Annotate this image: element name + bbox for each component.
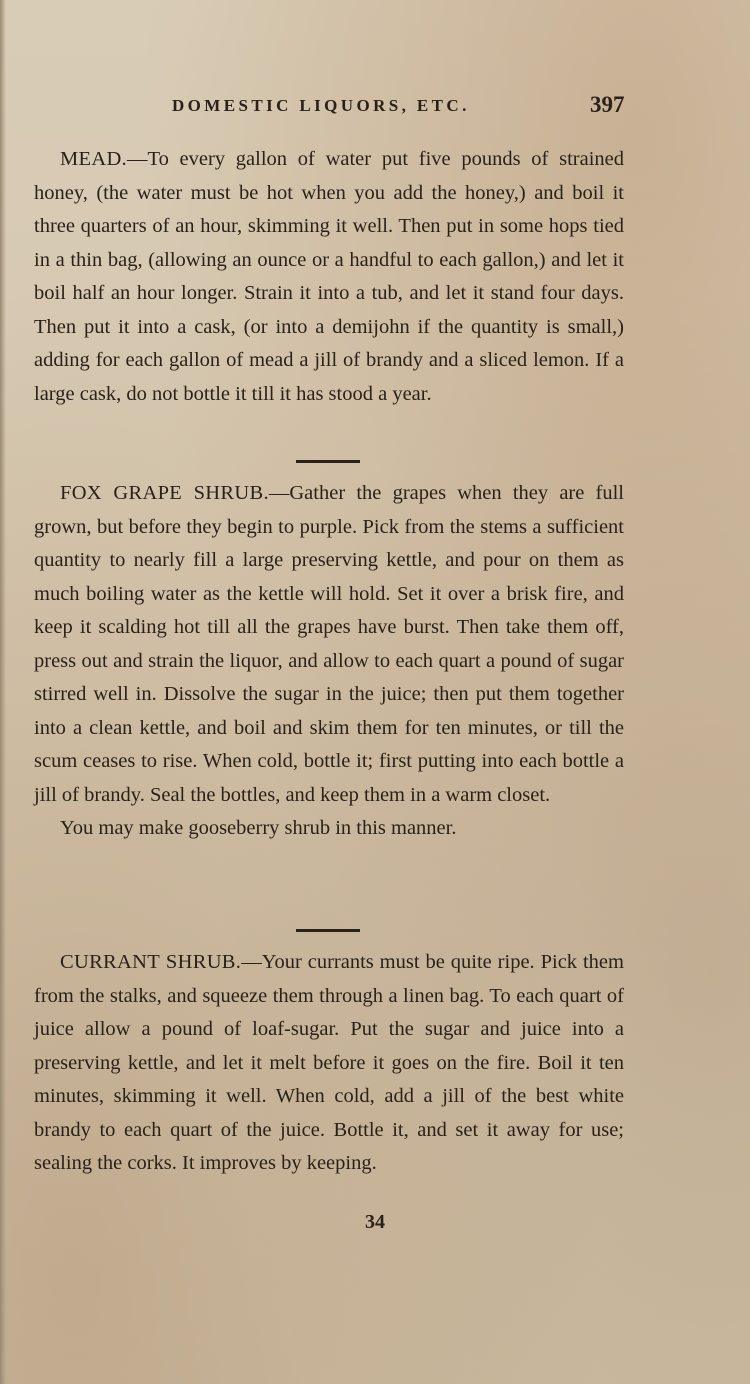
recipe-paragraph (34, 946, 624, 1181)
running-head (0, 94, 750, 124)
recipe-note: You may make gooseberry shrub in this manner. (60, 817, 457, 839)
recipe-mead (34, 143, 624, 411)
recipe-body: —Your currants must be quite ripe. Pick them from the stalks, and squeeze them through a linen bag. To each quart of juice allow a pound of loaf-sugar. Put the sugar and juice into a preserving kettle, and let it melt before it goes on the fire. Boil it ten minutes, skimming it well. When cold, add a jill of the best white brandy to each quart of the juice. Bottle it, and set it away for use; sealing the corks. It improves by keeping. (34, 951, 624, 1174)
recipe-body: —Gather the grapes when they are full grown, but before they begin to purple. Pick from the stems a sufficient quantity to nearly fill a large preserving kettle, and pour on them as much boiling water as the kettle will hold. Set it over a brisk fire, and keep it scalding hot till all the grapes have burst. Then take them off, press out and strain the liquor, and allow to each quart a pound of sugar stirred well in. Dissolve the sugar in the juice; then put them together into a clean kettle, and boil and skim them for ten minutes, or till the scum ceases to rise. When cold, bottle it; first putting into each bottle a jill of brandy. Seal the bottles, and keep them in a warm closet. (34, 482, 624, 806)
recipe-currant-shrub (34, 946, 624, 1181)
recipe-fox-grape-shrub (34, 477, 624, 846)
section-divider (296, 929, 360, 932)
recipe-paragraph (34, 477, 624, 812)
recipe-heading: MEAD. (60, 148, 127, 170)
section-divider (296, 460, 360, 463)
page-edge-shadow (0, 0, 6, 1384)
signature-mark: 34 (365, 1211, 385, 1233)
recipe-heading: CURRANT SHRUB. (60, 951, 242, 973)
recipe-heading: FOX GRAPE SHRUB. (60, 482, 269, 504)
recipe-paragraph (34, 143, 624, 411)
running-title: DOMESTIC LIQUORS, ETC. (172, 96, 470, 115)
recipe-body: —To every gallon of water put five pounds of strained honey, (the water must be hot when you add the honey,) and boil it three quarters of an hour, skimming it well. Then put in some hops tied in a thin bag, (allowing an ounce or a handful to each gallon,) and let it boil half an hour longer. Strain it into a tub, and let it stand four days. Then put it into a cask, (or into a demijohn if the quantity is small,) adding for each gallon of mead a jill of brandy and a sliced lemon. If a large cask, do not bottle it till it has stood a year. (34, 148, 624, 405)
page-number: 397 (590, 92, 625, 117)
